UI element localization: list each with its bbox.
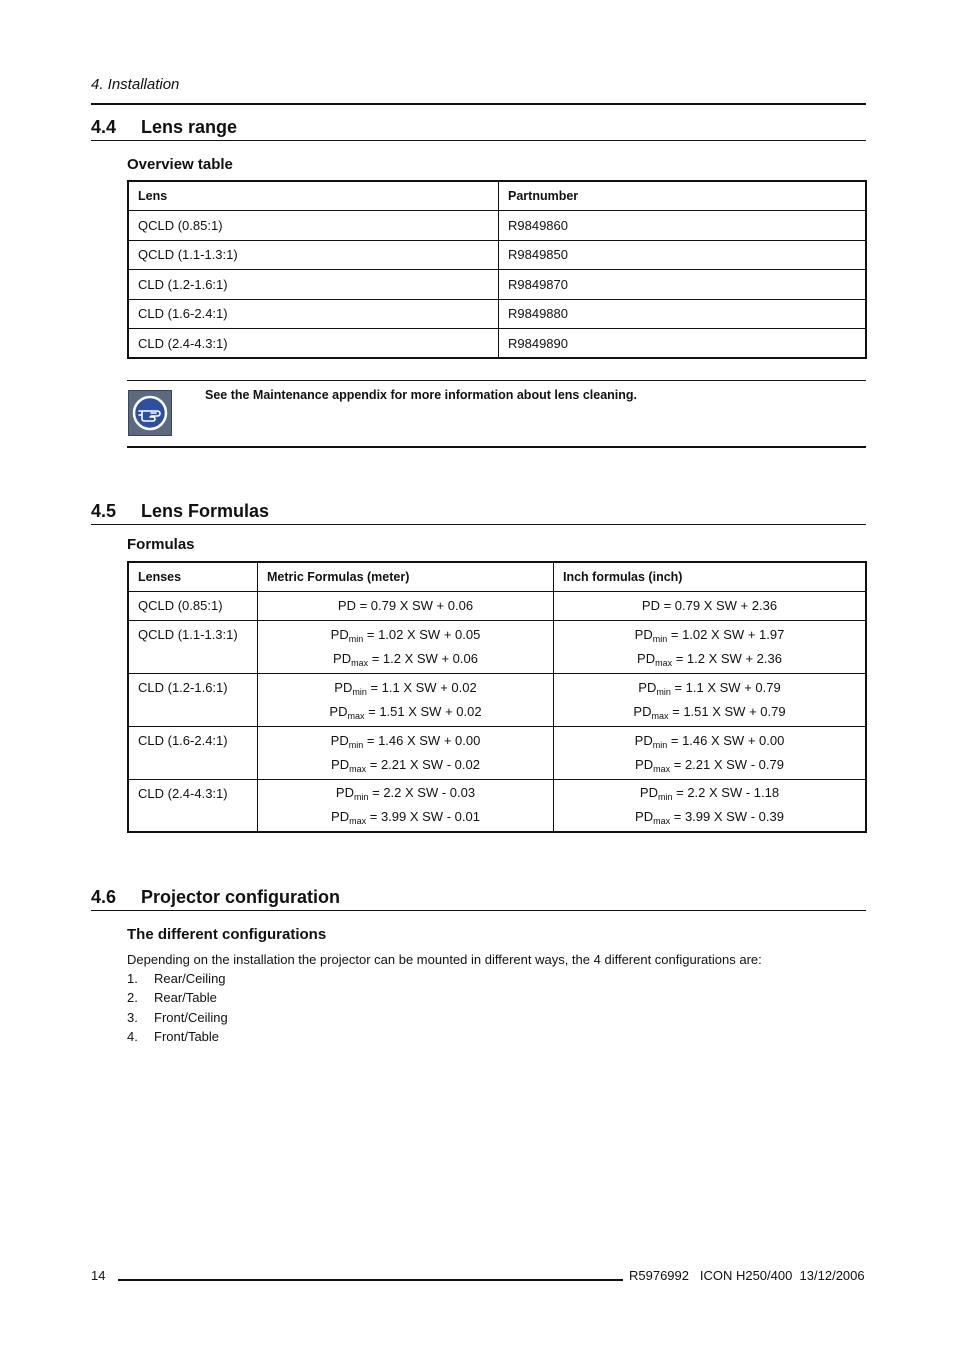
section-title-lens-formulas	[91, 501, 866, 525]
column-header-metric: Metric Formulas (meter)	[258, 562, 554, 591]
section-number: 4.5	[91, 501, 117, 521]
formula-line-max: $PD_{max} = 2.21$ X SW - 0.79	[635, 756, 784, 774]
inch-formula-cell	[554, 673, 867, 726]
formula-line-max: $PD_{max} = 3.99$ X SW - 0.01	[331, 809, 480, 827]
metric-formula-cell	[258, 726, 554, 779]
formula-line-min: $PD_{min} = 1.1$ X SW + 0.02	[334, 679, 477, 697]
formula-line: PD = 0.79 X SW + 2.36	[641, 597, 778, 613]
list-item: 3. Front/Ceiling	[127, 1010, 228, 1025]
section-number: 4.4	[91, 117, 117, 137]
formula-line-max: $PD_{max} = 3.99$ X SW - 0.39	[635, 809, 784, 827]
partnumber-cell: R9849870	[499, 270, 867, 300]
note-text: See the Maintenance appendix for more information about lens cleaning.	[205, 388, 638, 402]
lens-cell: CLD (1.2-1.6:1)	[128, 270, 499, 300]
metric-formula-cell	[258, 673, 554, 726]
list-item: 4. Front/Table	[127, 1029, 220, 1044]
table-row	[128, 673, 866, 726]
table-row	[128, 240, 866, 270]
table-row	[128, 211, 866, 241]
partnumber-cell: R9849860	[499, 211, 867, 241]
table-header-row	[128, 181, 866, 211]
formula-line-min: $PD_{min} = 1.02$ X SW + 0.05	[330, 626, 481, 644]
metric-formula-cell	[258, 779, 554, 832]
section-number: 4.6	[91, 887, 117, 907]
intro-paragraph: Depending on the installation the projector can be mounted in different ways, the 4 different configurations are:	[127, 952, 762, 967]
note-box	[127, 380, 866, 448]
inch-formula-cell	[554, 591, 867, 620]
section-title-lens-range	[91, 117, 866, 141]
formula-line-min: $PD_{min} = 1.02$ X SW + 1.97	[634, 626, 785, 644]
section-title-text: Projector configuration	[141, 887, 341, 907]
section-title-text: Lens Formulas	[141, 501, 270, 521]
table-row	[128, 591, 866, 620]
lens-cell: CLD (1.6-2.4:1)	[128, 726, 258, 779]
metric-formula-cell	[258, 620, 554, 673]
formula-line-max: $PD_{max} = 1.2$ X SW + 0.06	[333, 650, 478, 668]
column-header-partnumber: Partnumber	[499, 181, 867, 211]
section-title-text: Lens range	[141, 117, 238, 137]
partnumber-cell: R9849850	[499, 240, 867, 270]
formula-line-max: $PD_{max} = 1.51$ X SW + 0.79	[633, 703, 786, 721]
inch-formula-cell	[554, 620, 867, 673]
column-header-lenses: Lenses	[128, 562, 258, 591]
subtitle-formulas: Formulas	[127, 536, 195, 553]
lens-cell: CLD (2.4-4.3:1)	[128, 329, 499, 359]
lens-cell: QCLD (0.85:1)	[128, 591, 258, 620]
lens-overview-table	[127, 180, 867, 359]
lens-cell: QCLD (1.1-1.3:1)	[128, 620, 258, 673]
lens-cell: CLD (1.6-2.4:1)	[128, 299, 499, 329]
formula-line-max: $PD_{max} = 1.2$ X SW + 2.36	[637, 650, 782, 668]
document-reference: R5976992 ICON H250/400 13/12/2006	[629, 1268, 865, 1283]
section-title-projector-configuration	[91, 887, 866, 911]
formula-line-min: $PD_{min} = 1.46$ X SW + 0.00	[330, 732, 481, 750]
lens-cell: CLD (2.4-4.3:1)	[128, 779, 258, 832]
lens-formulas-table	[127, 561, 867, 833]
formula-line: PD = 0.79 X SW + 0.06	[337, 597, 474, 613]
formula-line-min: $PD_{min} = 1.46$ X SW + 0.00	[634, 732, 785, 750]
formula-line-min: $PD_{min} = 1.1$ X SW + 0.79	[638, 679, 781, 697]
table-row	[128, 779, 866, 832]
table-row	[128, 270, 866, 300]
formula-line-min: $PD_{min} = 2.2$ X SW - 1.18	[639, 785, 780, 803]
formula-line-max: $PD_{max} = 2.21$ X SW - 0.02	[331, 756, 480, 774]
footer-rule	[118, 1279, 623, 1281]
page-number: 14	[91, 1268, 106, 1283]
table-row	[128, 620, 866, 673]
inch-formula-cell	[554, 726, 867, 779]
table-row	[128, 726, 866, 779]
header-rule	[91, 103, 866, 105]
partnumber-cell: R9849880	[499, 299, 867, 329]
chapter-header: 4. Installation	[91, 76, 180, 93]
lens-cell: QCLD (1.1-1.3:1)	[128, 240, 499, 270]
subtitle-configurations: The different configurations	[127, 926, 327, 943]
subtitle-overview-table: Overview table	[127, 156, 233, 173]
column-header-lens: Lens	[128, 181, 499, 211]
formula-line-max: $PD_{max} = 1.51$ X SW + 0.02	[329, 703, 482, 721]
table-row	[128, 299, 866, 329]
lens-cell: CLD (1.2-1.6:1)	[128, 673, 258, 726]
table-row	[128, 329, 866, 359]
metric-formula-cell	[258, 591, 554, 620]
pointing-hand-icon	[128, 390, 172, 436]
formula-line-min: $PD_{min} = 2.2$ X SW - 0.03	[335, 785, 476, 803]
list-item: 1. Rear/Ceiling	[127, 971, 226, 986]
inch-formula-cell	[554, 779, 867, 832]
partnumber-cell: R9849890	[499, 329, 867, 359]
list-item: 2. Rear/Table	[127, 990, 217, 1005]
column-header-inch: Inch formulas (inch)	[554, 562, 867, 591]
table-header-row	[128, 562, 866, 591]
lens-cell: QCLD (0.85:1)	[128, 211, 499, 241]
